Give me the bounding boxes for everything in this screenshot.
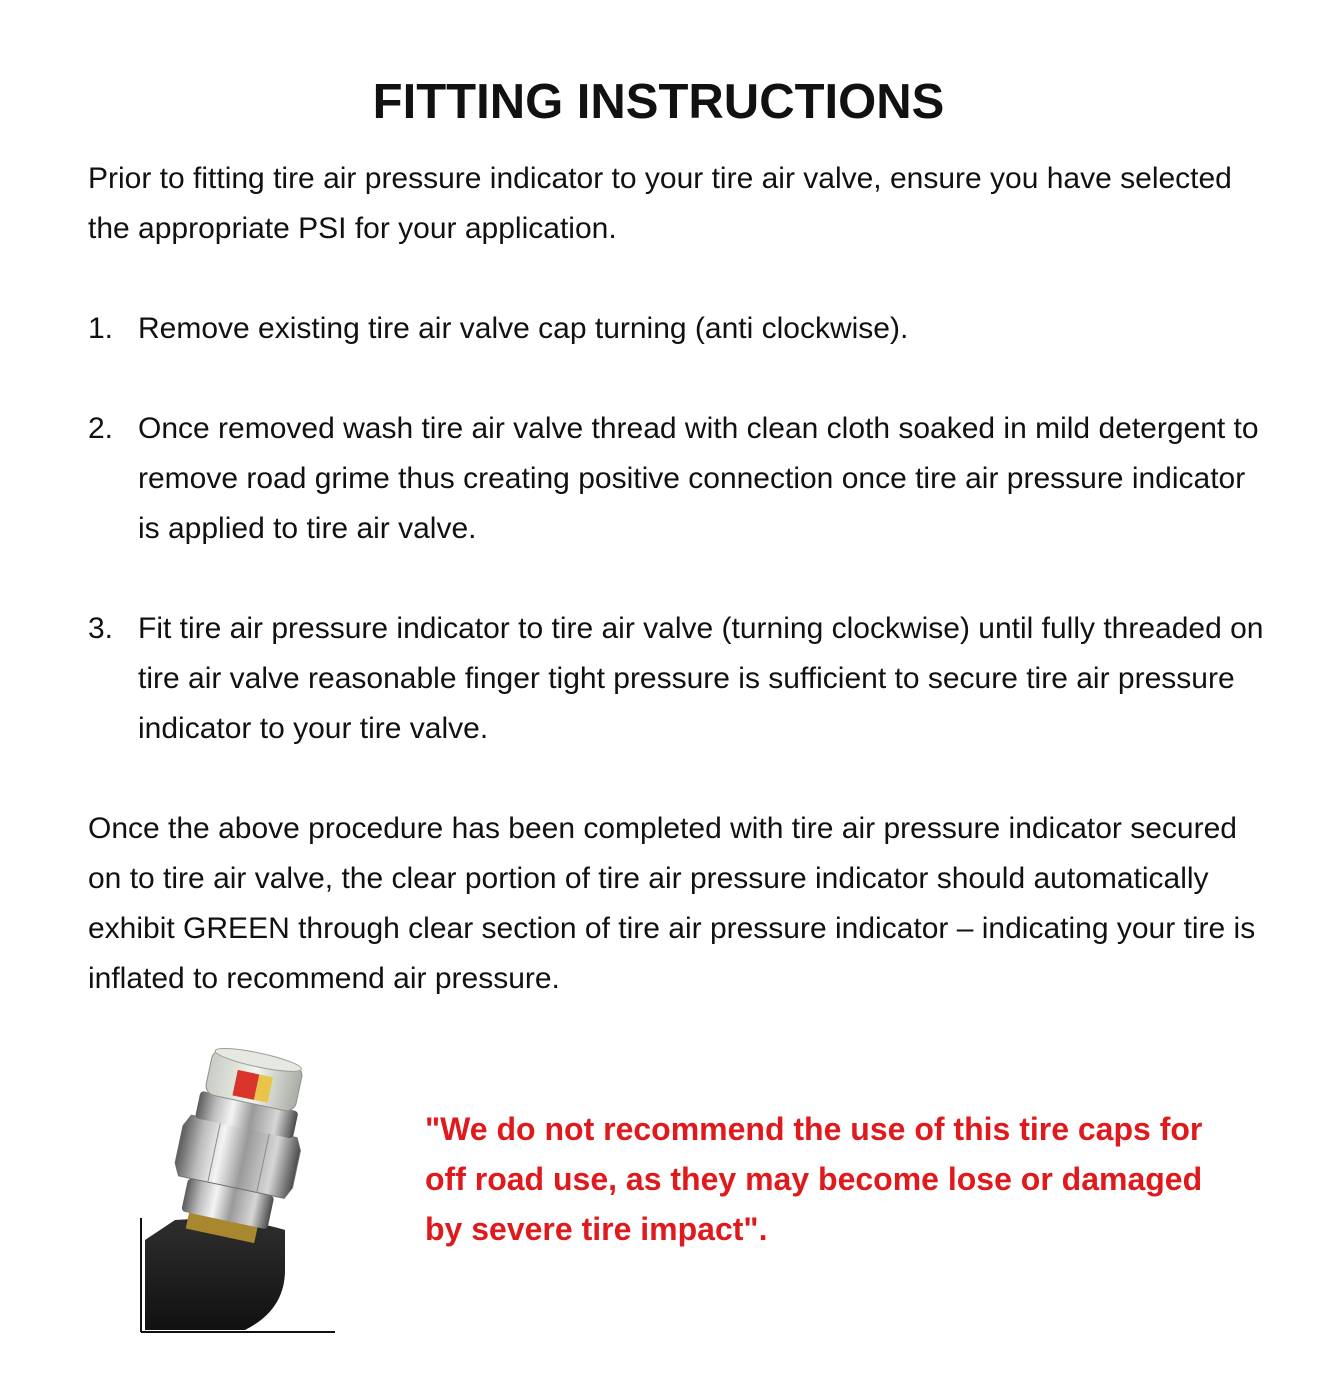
step-item <box>88 604 1268 754</box>
page-title: FITTING INSTRUCTIONS <box>372 75 945 129</box>
warning-note: "We do not recommend the use of this tire caps for off road use, as they may become lose or damaged by severe tire impact". <box>425 1111 1203 1247</box>
step-number: 1. <box>88 312 114 345</box>
step-number: 2. <box>88 412 114 445</box>
step-item <box>88 404 1268 554</box>
step-number: 3. <box>88 612 114 645</box>
outro-paragraph: Once the above procedure has been completed with tire air pressure indicator secured on to tire air valve, the clear portion of tire air pressure indicator should automatically exhibit GREEN through clear section of tire air pressure indicator – indicating your tire is inflated to recommend air pressure. <box>88 812 1256 995</box>
step-item <box>88 304 1268 354</box>
valve-cap-indicator-icon <box>135 1040 355 1340</box>
intro-paragraph: Prior to fitting tire air pressure indicator to your tire air valve, ensure you have selected the appropriate PSI for your application. <box>88 162 1232 245</box>
step-text: Fit tire air pressure indicator to tire air valve (turning clockwise) until fully threaded on tire air valve reasonable finger tight pressure is sufficient to secure tire air pressure indicator to your tire valve. <box>138 612 1264 745</box>
step-text: Remove existing tire air valve cap turning (anti clockwise). <box>138 312 909 345</box>
steps-list <box>88 304 1268 804</box>
step-text: Once removed wash tire air valve thread with clean cloth soaked in mild detergent to remove road grime thus creating positive connection once tire air pressure indicator is applied to tire air valve. <box>138 412 1259 545</box>
